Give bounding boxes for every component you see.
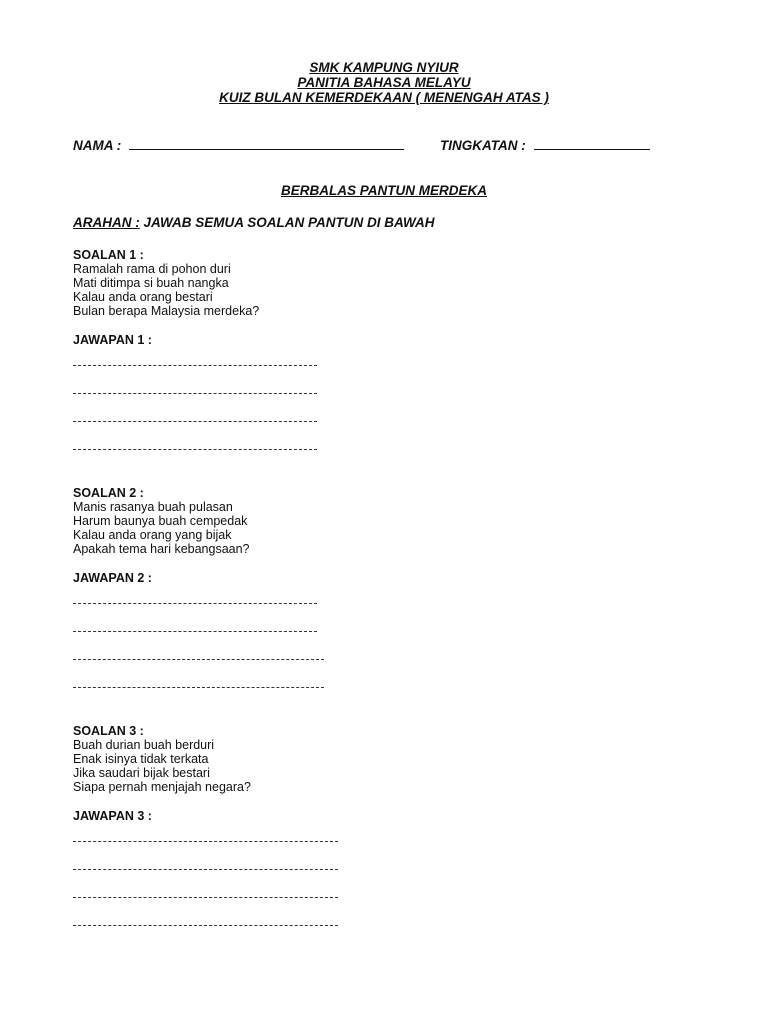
question-label: SOALAN 2 : bbox=[73, 486, 144, 500]
verse-line: Kalau anda orang bestari bbox=[73, 290, 213, 304]
verse-line: Siapa pernah menjajah negara? bbox=[73, 780, 251, 794]
question-label: SOALAN 3 : bbox=[73, 724, 144, 738]
answer-line[interactable] bbox=[73, 449, 317, 450]
instruction bbox=[73, 215, 435, 230]
answer-label: JAWAPAN 1 : bbox=[73, 333, 152, 347]
answer-line[interactable] bbox=[73, 687, 324, 688]
quiz-title: KUIZ BULAN KEMERDEKAAN ( MENENGAH ATAS ) bbox=[219, 90, 549, 105]
answer-line[interactable] bbox=[73, 869, 338, 870]
answer-lines bbox=[73, 841, 673, 926]
answer-line[interactable] bbox=[73, 603, 317, 604]
answer-label: JAWAPAN 3 : bbox=[73, 809, 152, 823]
answer-line[interactable] bbox=[73, 393, 317, 394]
verse-line: Manis rasanya buah pulasan bbox=[73, 500, 233, 514]
answer-line[interactable] bbox=[73, 631, 317, 632]
answer-line[interactable] bbox=[73, 421, 317, 422]
question-3 bbox=[73, 724, 673, 926]
answer-lines bbox=[73, 603, 673, 688]
instruction-text: JAWAB SEMUA SOALAN PANTUN DI BAWAH bbox=[139, 215, 435, 230]
answer-line[interactable] bbox=[73, 659, 324, 660]
answer-line[interactable] bbox=[73, 925, 338, 926]
answer-line[interactable] bbox=[73, 897, 338, 898]
question-1 bbox=[73, 248, 673, 450]
verse-line: Enak isinya tidak terkata bbox=[73, 752, 209, 766]
answer-line[interactable] bbox=[73, 841, 338, 842]
verse-line: Harum baunya buah cempedak bbox=[73, 514, 248, 528]
school-name: SMK KAMPUNG NYIUR bbox=[309, 60, 459, 75]
verse-line: Apakah tema hari kebangsaan? bbox=[73, 542, 250, 556]
tingkatan-blank[interactable] bbox=[534, 137, 650, 150]
answer-line[interactable] bbox=[73, 365, 317, 366]
nama-field bbox=[73, 137, 404, 153]
nama-blank[interactable] bbox=[129, 137, 404, 150]
verse-line: Jika saudari bijak bestari bbox=[73, 766, 210, 780]
answer-lines bbox=[73, 365, 673, 450]
question-label: SOALAN 1 : bbox=[73, 248, 144, 262]
verse-line: Mati ditimpa si buah nangka bbox=[73, 276, 229, 290]
instruction-label: ARAHAN : bbox=[73, 215, 140, 230]
verse-line: Bulan berapa Malaysia merdeka? bbox=[73, 304, 260, 318]
answer-label: JAWAPAN 2 : bbox=[73, 571, 152, 585]
verse-line: Kalau anda orang yang bijak bbox=[73, 528, 232, 542]
verse-line: Ramalah rama di pohon duri bbox=[73, 262, 231, 276]
tingkatan-label: TINGKATAN : bbox=[440, 138, 526, 153]
nama-label: NAMA : bbox=[73, 138, 122, 153]
tingkatan-field bbox=[440, 137, 650, 153]
section-title: BERBALAS PANTUN MERDEKA bbox=[280, 183, 487, 198]
question-2 bbox=[73, 486, 673, 688]
document-header bbox=[0, 60, 768, 105]
verse-line: Buah durian buah berduri bbox=[73, 738, 215, 752]
panel-name: PANITIA BAHASA MELAYU bbox=[297, 75, 471, 90]
